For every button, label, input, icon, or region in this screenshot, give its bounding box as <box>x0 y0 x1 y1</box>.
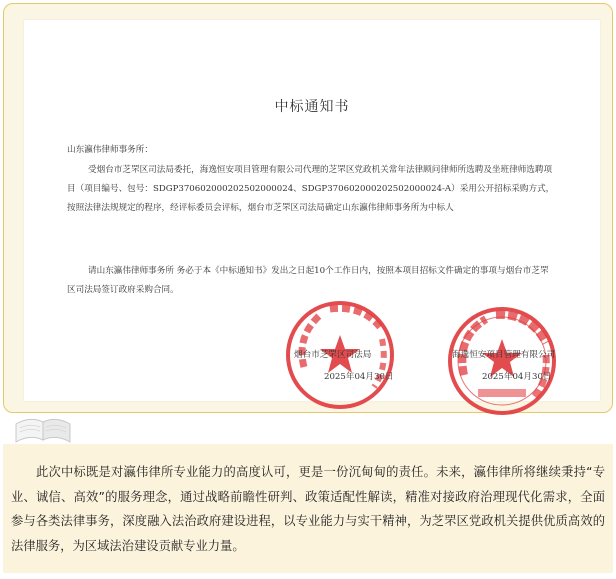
notice-paragraph-2: 请山东瀛伟律师事务所 务必于本《中标通知书》发出之日起10个工作日内，按照本项目招标文件确定的事项与烟台市芝罘区司法局签订政府采购合同。 <box>67 266 549 295</box>
notice-title: 中标通知书 <box>274 99 350 115</box>
date-agency: 2025年04月30日 <box>482 372 552 382</box>
summary-panel <box>3 444 613 573</box>
signatory-agency: 海逸恒安项目管理有限公司 <box>452 350 556 360</box>
notice-frame <box>3 3 613 413</box>
notice-document <box>24 20 600 401</box>
signatory-justice-bureau: 烟台市芝罘区司法局 <box>294 350 372 360</box>
date-justice-bureau: 2025年04月30日 <box>324 372 394 382</box>
agency-seal <box>444 303 560 419</box>
notice-recipient: 山东瀛伟律师事务所： <box>67 145 153 155</box>
notice-paragraph-1: 受烟台市芝罘区司法局委托，海逸恒安项目管理有限公司代理的芝罘区党政机关常年法律顾问律师所选聘及坐班律师选聘项目（项目编号、包号：SDGP370602000202502000024、SDGP370602000202502000024-A）采用公开招标采购方式，按照法律法规规定的程序，经评标委员会评标，烟台市芝罘区司法局确定山东瀛伟律师事务所为中标人 <box>67 165 555 213</box>
summary-text: 此次中标既是对瀛伟律所专业能力的高度认可，更是一份沉甸甸的责任。未来，瀛伟律所将继续秉持“专业、诚信、高效”的服务理念，通过战略前瞻性研判、政策适配性解读，精准对接政府治理现代化需求，全面参与各类法律事务，深度融入法治政府建设进程，以专业能力与实干精神，为芝罘区党政机关提供优质高效的法律服务，为区域法治建设贡献专业力量。 <box>11 465 605 553</box>
